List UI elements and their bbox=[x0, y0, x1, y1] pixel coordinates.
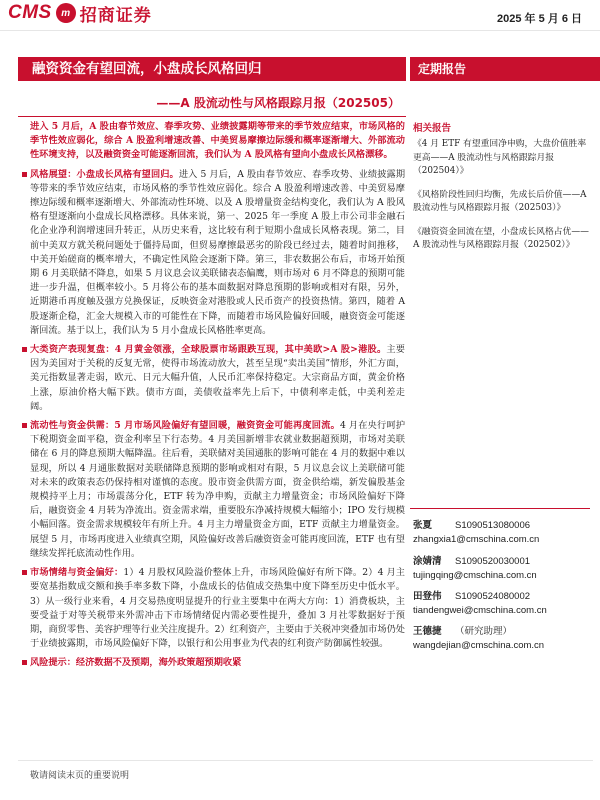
risk-text: 风险提示：经济数据不及预期，海外政策超预期收紧 bbox=[30, 657, 242, 669]
analyst-phone-row bbox=[413, 623, 512, 637]
section-style-outlook bbox=[30, 168, 405, 338]
section-liquidity bbox=[30, 419, 405, 561]
analyst-phone-row bbox=[413, 588, 530, 602]
section-sentiment bbox=[30, 566, 405, 651]
intro-paragraph: 进入 5 月后，A 股由春节效应、春季攻势、业绩披露期等带来的季节效应结束，市场风格的季节性效应弱化，综合 A 股盈利增速改善、中美贸易摩擦边际缓和概率逐渐增大、外部流动性环境支持，以及融资资金可能逐渐回流，我们认为 A 股风格有望向小盘成长风格漂移。 bbox=[30, 121, 405, 161]
report-type: 定期报告 bbox=[418, 62, 467, 76]
main-content bbox=[30, 120, 405, 671]
title-band bbox=[18, 57, 406, 81]
bullet-icon bbox=[22, 423, 27, 428]
analyst-email-link[interactable]: zhangxia1@cmschina.com.cn bbox=[413, 534, 540, 545]
section-lead: 流动性与资金供需：5 月市场风险偏好有望回暖，融资资金可能再度回流。 bbox=[30, 420, 340, 432]
section-body: 进入 5 月后，A 股由春节效应、春季攻势、业绩披露期等带来的季节效应结束，市场风格的季节性效应弱化。综合 A 股盈利增速改善、中美贸易摩擦边际缓和概率逐渐增大、外部流动性环境、以及 A 股增量资金结构变化，我们认为 A 股风格有望逐渐向小盘成长风格漂移。具体来说，第一、2025 年一季度 A 股上市公司非金融石化企业净利润增速回升转正，从历史来看，这比较有利于短期小盘成长风格表现。第二，目前中美双方就关税问题处于僵持局面，但贸易摩擦最恶劣的阶段已经过去，随着时间推移，中美开始磋商的概率增大，不确定性风险会逐渐下降。第三，非农数据公布后，市场开始预期 6 月美联储不降息，如果 5 月议息会议美联储表态偏鹰，则市场对 6 月不降息的预期可能进一步升温，但概率较小。5 月将公布的基本面数据对降息预期的影响或相对有限，另外，近期港币再度触及强方兑换保证，反映资金对港股或人民币资产的投资热情。第四，随着 A 股逐渐企稳，汇金大规模入市的可能性在下降，而随着市场风险偏好回暖，融资资金可能逐渐回流。基于以上，我们认为 5 月小盘成长风格胜率更高。 bbox=[30, 168, 406, 336]
analyst-email-link[interactable]: wangdejian@cmschina.com.cn bbox=[413, 640, 545, 651]
bullet-icon bbox=[22, 570, 27, 575]
page-header bbox=[0, 0, 600, 30]
logo-text: CMS bbox=[8, 2, 52, 23]
analyst-name: 涂婧清 bbox=[413, 556, 442, 567]
analyst-role: （研究助理） bbox=[455, 626, 513, 637]
related-report-link[interactable]: 《融资资金回流在望，小盘成长风格占优——A 股流动性与风格跟踪月报（202502）》 bbox=[413, 226, 589, 250]
title-divider bbox=[18, 116, 406, 117]
page-subtitle: ——A 股流动性与风格跟踪月报（202505） bbox=[156, 96, 400, 110]
risk-warning bbox=[30, 656, 405, 670]
page-title: 融资资金有望回流，小盘成长风格回归 bbox=[32, 61, 262, 77]
analyst-id: S1090520030001 bbox=[455, 556, 531, 567]
header-divider bbox=[0, 30, 600, 31]
section-body: 1）4 月股权风险溢价整体上升，市场风险偏好有所下降。2）4 月主要宽基指数成交额和换手率多数下降，小盘成长的估值成交热集中度下降至历史中低水平。3）从一级行业来看，4 月交易热度明显提升的行业主要集中在两大方向：1）消费板块，主要受益于对等关税带来外需冲击下市场情绪促内需必要性提升，叠加 3 月社零数据好于预期，商贸零售、美容护理等行业关注度提升。2）红利资产，主要由于关税冲突叠加市场仍处于业绩披露期，市场风险偏好下降，以银行和公用事业为代表的红利资产防御属性较强。 bbox=[30, 567, 405, 650]
analyst-name: 王德捷 bbox=[413, 626, 442, 637]
analyst-id: S1090524080002 bbox=[455, 591, 531, 602]
analyst-email-link[interactable]: tujingqing@cmschina.com.cn bbox=[413, 570, 537, 581]
analyst-name: 张夏 bbox=[413, 520, 433, 531]
brand-logo bbox=[8, 2, 152, 24]
footer-disclaimer: 敬请阅读末页的重要说明 bbox=[30, 771, 130, 781]
analyst-email-row bbox=[413, 534, 539, 545]
analyst-email-row bbox=[413, 605, 547, 616]
bullet-icon bbox=[22, 347, 27, 352]
analyst-email-row bbox=[413, 640, 544, 651]
analyst-email-row bbox=[413, 570, 537, 581]
footer-divider bbox=[18, 760, 593, 761]
logo-cn-text: 招商证券 bbox=[79, 5, 152, 26]
analyst-id: S1090513080006 bbox=[455, 520, 531, 531]
analyst-phone-row bbox=[413, 553, 530, 567]
report-type-band bbox=[410, 57, 600, 81]
report-date: 2025 年 5 月 6 日 bbox=[497, 13, 582, 25]
logo-badge-icon: m bbox=[56, 3, 76, 23]
section-body: 主要因为美国对于关税的反复无常，使得市场流动放大，甚至呈现“卖出美国”情形，外汇方面，美元指数显著走弱，欧元、日元大幅升值，人民币汇率保持稳定。大宗商品方面，黄金价格上涨，原油价格大幅下跌。债市方面，美债收益率先上后下，中债利率走低，中美利差走阔。 bbox=[30, 344, 405, 412]
related-report-link[interactable]: 《风格阶段性回归均衡，先成长后价值——A 股流动性与风格跟踪月报（202503）》 bbox=[413, 189, 587, 213]
section-body: 4 月在央行呵护下税期资金面平稳，资金利率呈下行态势。4 月美国新增非农就业数据超预期，市场对美联储在 6 月的降息预期大幅降温。往后看，美联储对美国通胀的影响可能在 4 月的数据中难以显现，所以 4 月通胀数据对美联储降息预期的影响或相对有限，5 月议息会议上美联储可能对未来的政策表态仍保持相对谨慎的态度。股市资金供需方面，资金供给端，新发偏股基金规模持平上月；市场震荡分化，ETF 转为净申购，贡献主力增量资金；市场风险偏好下降后，融资资金 4 月转为净流出。资金需求端，重要股东净减持规模大幅缩小；IPO 发行规模小幅回落。资金需求规模较年有所上升。4 月主力增量资金方面，ETF 贡献主力增量资金。展望 5 月，市场再度进入业绩真空期，风险偏好改善后融资资金可能再度回流，ETF 也有望继续发挥托底流动性作用。 bbox=[30, 420, 406, 559]
bullet-icon bbox=[22, 660, 27, 665]
sidebar-related-reports bbox=[413, 120, 593, 263]
section-lead: 大类资产表现复盘：4 月黄金领涨，全球股票市场跟跌互现，其中美欧>A 股>港股。 bbox=[30, 344, 387, 356]
analyst-phone-row bbox=[413, 517, 530, 531]
section-lead: 风格展望：小盘成长风格有望回归。 bbox=[30, 168, 179, 180]
analyst-email-link[interactable]: tiandengwei@cmschina.com.cn bbox=[413, 605, 547, 616]
sidebar-heading: 相关报告 bbox=[413, 123, 452, 134]
analyst-divider bbox=[410, 508, 590, 509]
section-asset-review bbox=[30, 343, 405, 414]
analyst-name: 田登伟 bbox=[413, 591, 442, 602]
bullet-icon bbox=[22, 172, 27, 177]
section-lead: 市场情绪与资金偏好： bbox=[30, 567, 124, 579]
related-report-link[interactable]: 《4 月 ETF 有望重回净申购，大盘价值胜率更高——A 股流动性与风格跟踪月报（202504）》 bbox=[413, 139, 587, 176]
